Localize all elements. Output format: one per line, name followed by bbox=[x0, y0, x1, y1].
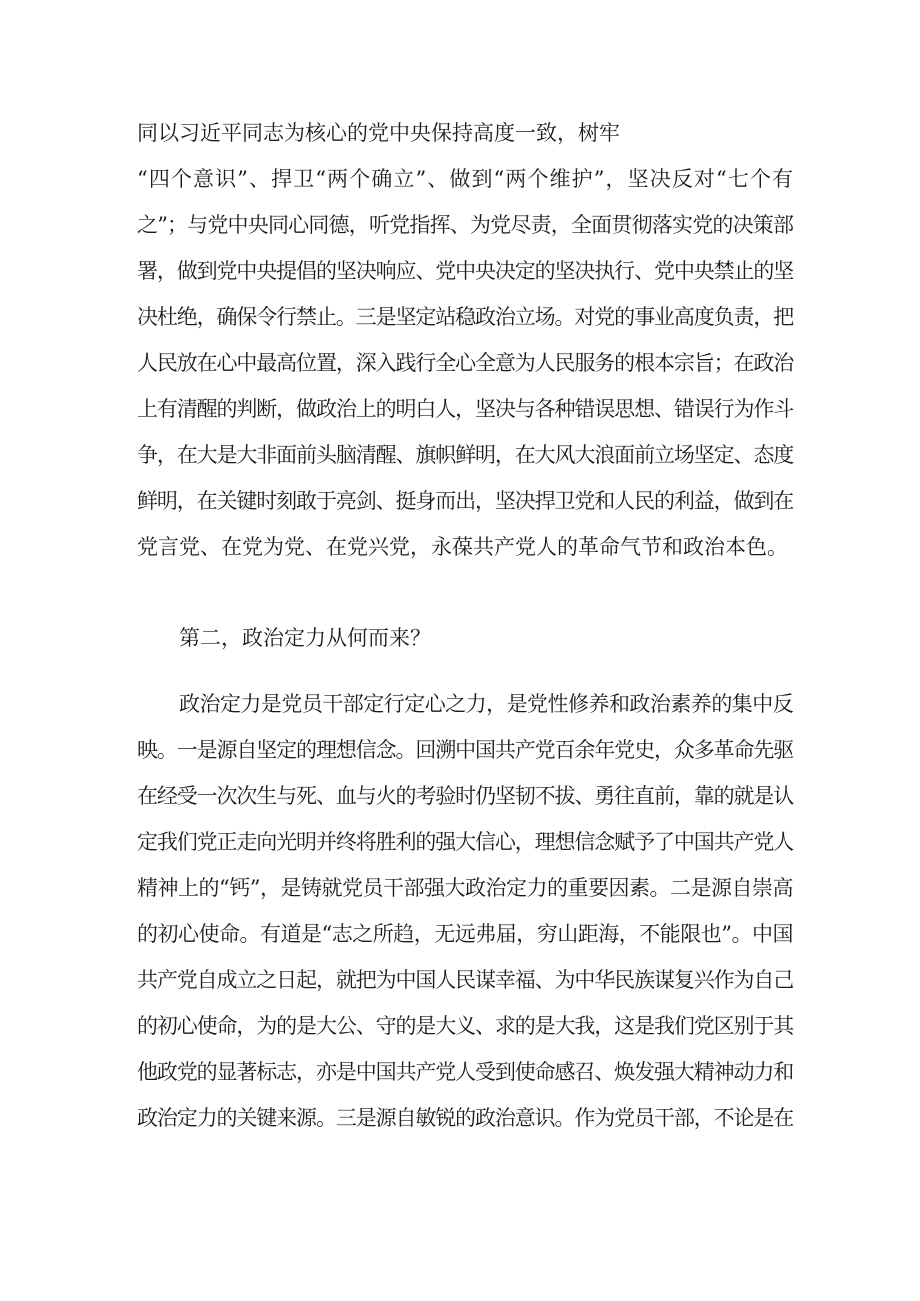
paragraph-line: 定我们党正走向光明并终将胜利的强大信心，理想信念赋予了中国共产党人 bbox=[137, 830, 793, 854]
section-heading: 第二，政治定力从何而来？ bbox=[179, 626, 431, 650]
paragraph-line: 的初心使命，为的是大公、守的是大义、求的是大我，这是我们党区别于其 bbox=[137, 1014, 793, 1038]
paragraph-line: 争，在大是大非面前头脑清醒、旗帜鲜明，在大风大浪面前立场坚定、态度 bbox=[137, 443, 793, 467]
paragraph-line: 人民放在心中最高位置，深入践行全心全意为人民服务的根本宗旨；在政治 bbox=[137, 351, 793, 375]
paragraph-line: 在经受一次次生与死、血与火的考验时仍坚韧不拔、勇往直前，靠的就是认 bbox=[137, 784, 793, 808]
paragraph-line: 共产党自成立之日起，就把为中国人民谋幸福、为中华民族谋复兴作为自己 bbox=[137, 968, 793, 992]
paragraph-line: 上有清醒的判断，做政治上的明白人，坚决与各种错误思想、错误行为作斗 bbox=[137, 397, 793, 421]
paragraph-line: 政治定力是党员干部定行定心之力，是党性修养和政治素养的集中反 bbox=[179, 692, 793, 716]
paragraph-line: 决杜绝，确保令行禁止。三是坚定站稳政治立场。对党的事业高度负责，把 bbox=[137, 305, 793, 329]
paragraph-line: 精神上的“钙”，是铸就党员干部强大政治定力的重要因素。二是源自崇高 bbox=[137, 876, 793, 900]
paragraph-line: “四个意识”、捍卫“两个确立”、做到“两个维护”，坚决反对“七个有 bbox=[137, 167, 793, 191]
paragraph-line: 鲜明，在关键时刻敢于亮剑、挺身而出，坚决捍卫党和人民的利益，做到在 bbox=[137, 489, 793, 513]
paragraph-line: 他政党的显著标志，亦是中国共产党人受到使命感召、焕发强大精神动力和 bbox=[137, 1060, 793, 1084]
paragraph-line: 署，做到党中央提倡的坚决响应、党中央决定的坚决执行、党中央禁止的坚 bbox=[137, 259, 793, 283]
paragraph-line: 党言党、在党为党、在党兴党，永葆共产党人的革命气节和政治本色。 bbox=[137, 535, 788, 559]
paragraph-line: 同以习近平同志为核心的党中央保持高度一致，树牢 bbox=[137, 121, 620, 145]
paragraph-line: 映。一是源自坚定的理想信念。回溯中国共产党百余年党史，众多革命先驱 bbox=[137, 738, 793, 762]
paragraph-line: 的初心使命。有道是“志之所趋，无远弗届，穷山距海，不能限也”。中国 bbox=[137, 922, 793, 946]
paragraph-line: 之”；与党中央同心同德，听党指挥、为党尽责，全面贯彻落实党的决策部 bbox=[137, 213, 793, 237]
paragraph-line: 政治定力的关键来源。三是源自敏锐的政治意识。作为党员干部，不论是在 bbox=[137, 1106, 793, 1130]
